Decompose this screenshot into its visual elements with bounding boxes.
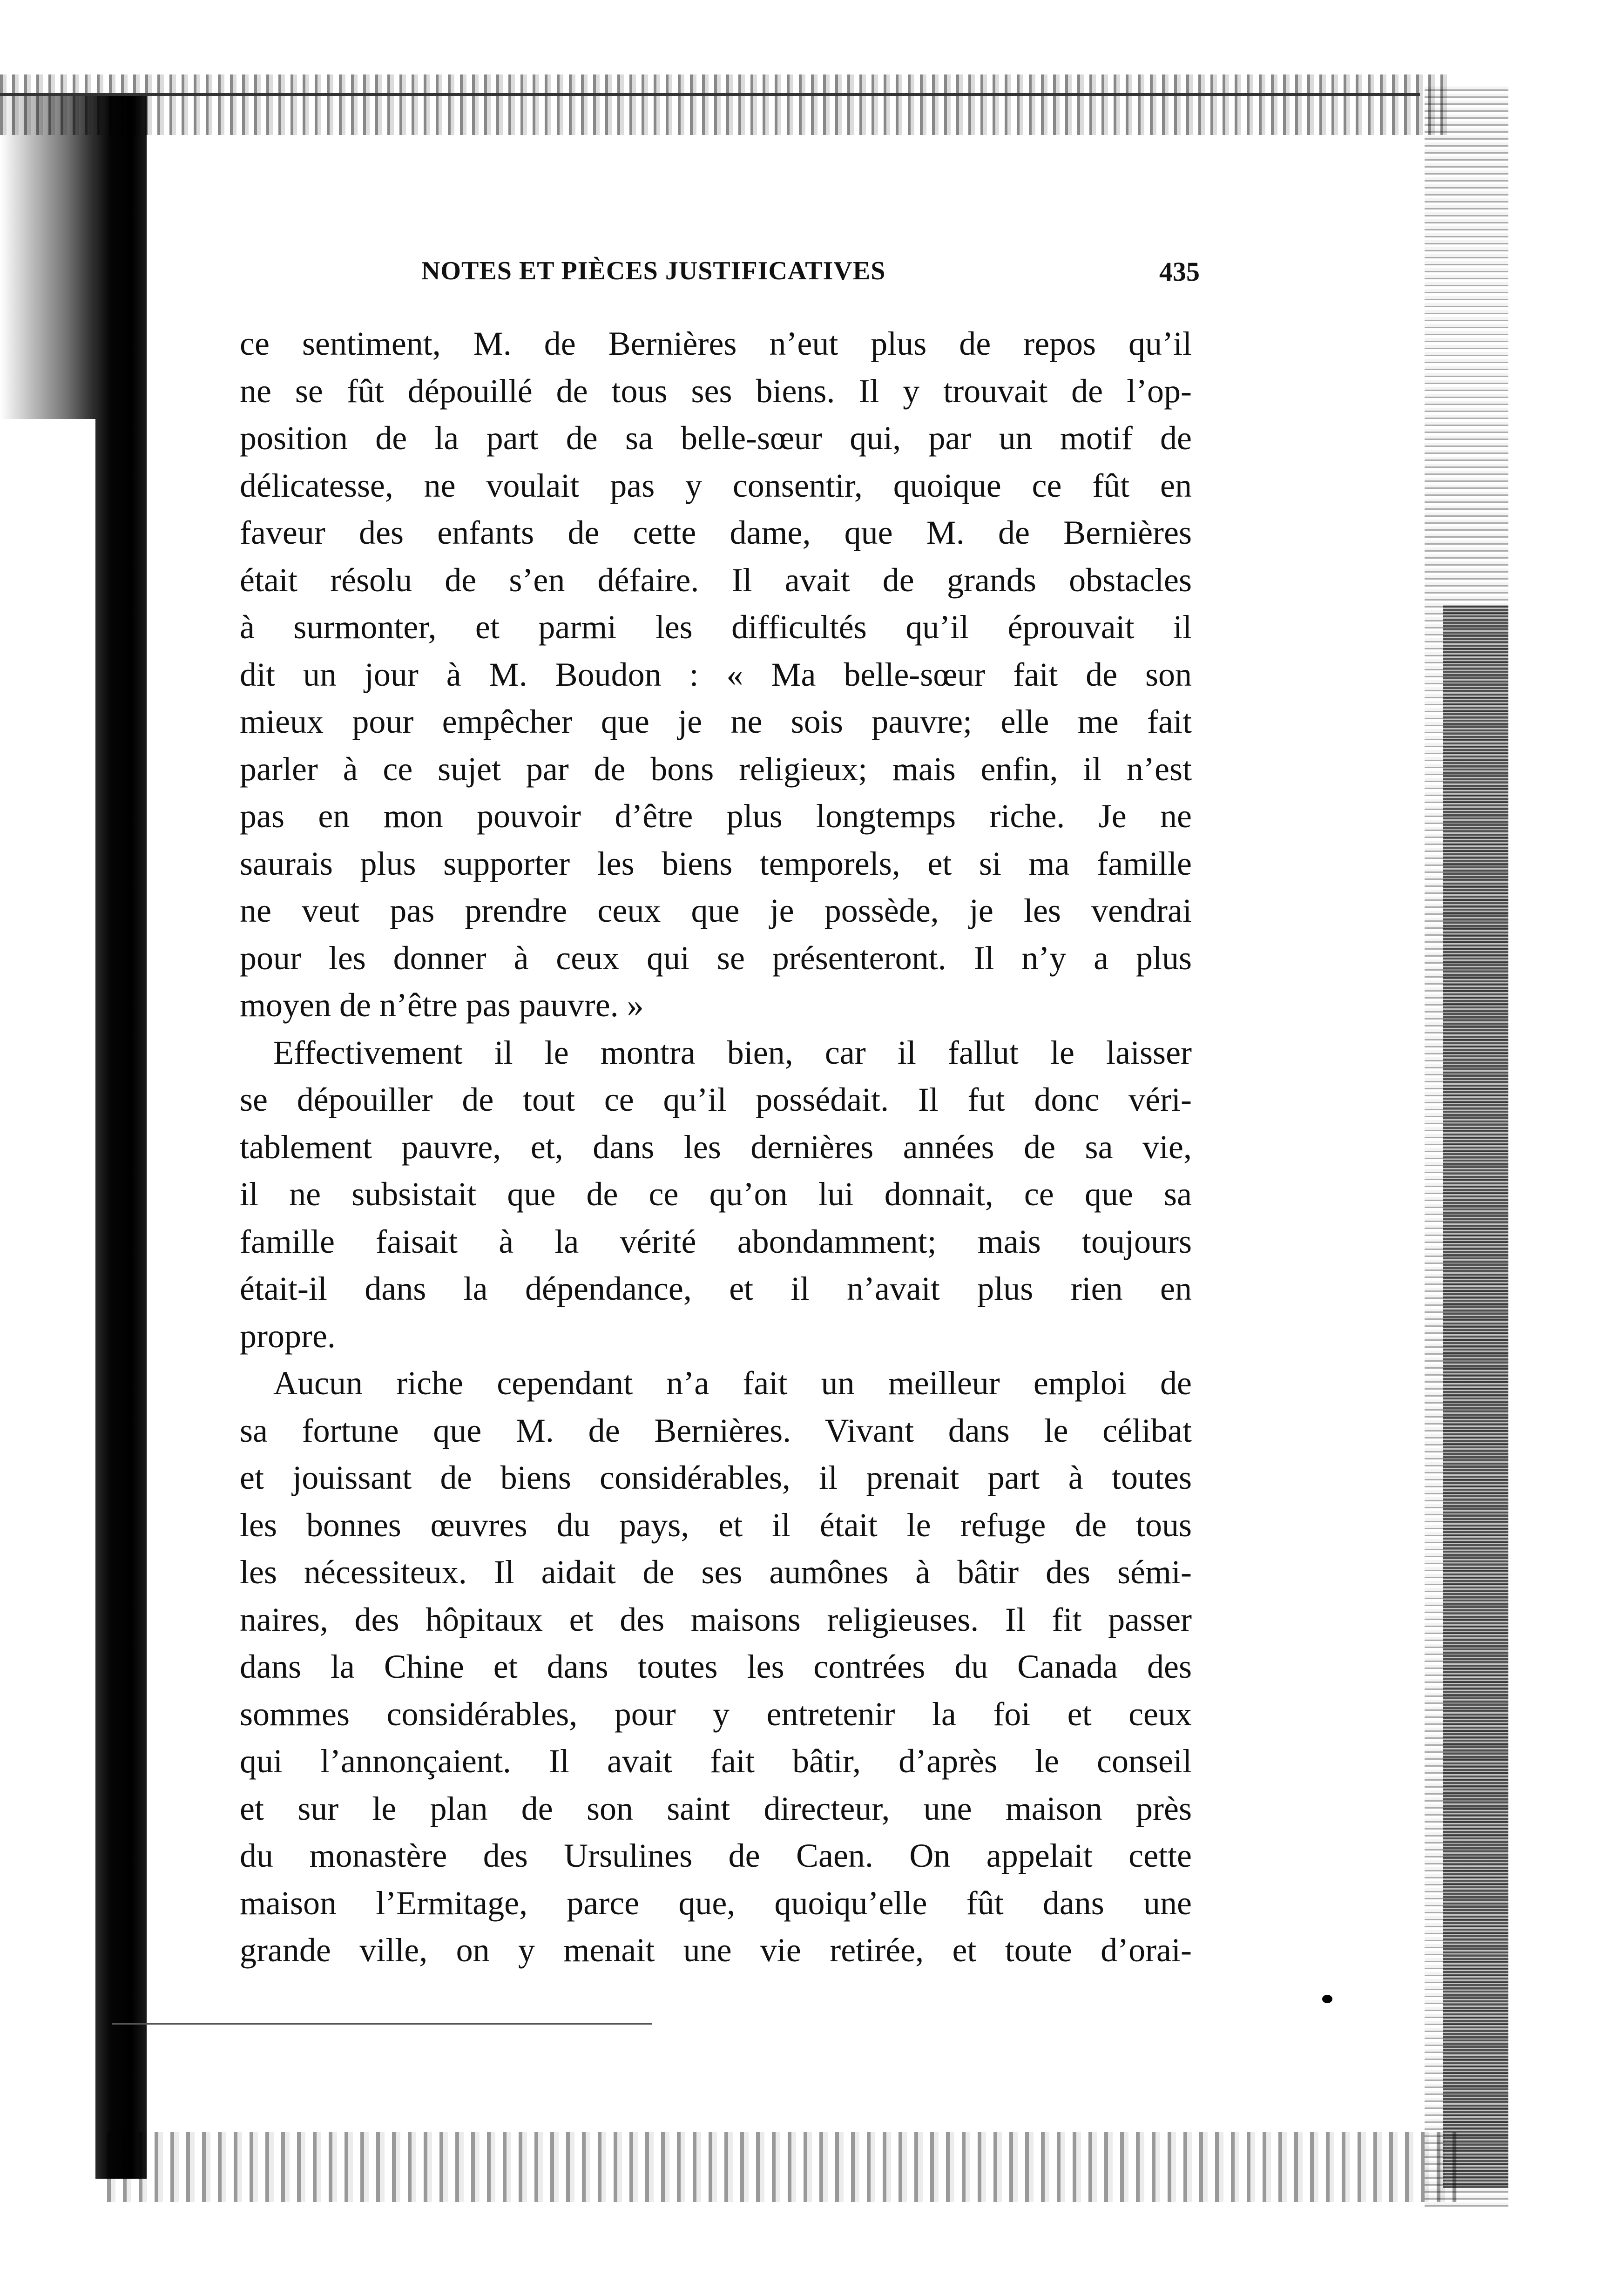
text-line: et jouissant de biens considérables, il prenait part à toutes — [240, 1459, 1192, 1496]
text-line: du monastère des Ursulines de Caen. On appelait cette — [240, 1837, 1192, 1874]
running-header — [0, 256, 1608, 293]
text-line: pour les donner à ceux qui se présenteront. Il n’y a plus — [240, 939, 1192, 977]
paragraph-end-line: propre. — [240, 1317, 336, 1355]
text-line: les bonnes œuvres du pays, et il était le refuge de tous — [240, 1506, 1192, 1544]
paragraph-end-line: moyen de n’être pas pauvre. » — [240, 986, 644, 1024]
text-line: et sur le plan de son saint directeur, une maison près — [240, 1790, 1192, 1827]
text-line: naires, des hôpitaux et des maisons religieuses. Il fit passer — [240, 1600, 1192, 1638]
running-title: NOTES ET PIÈCES JUSTIFICATIVES — [421, 257, 886, 285]
ink-speck — [1322, 1995, 1332, 2003]
text-line: ne se fût dépouillé de tous ses biens. Il y trouvait de l’op- — [240, 372, 1192, 410]
top-scan-edge — [0, 74, 1453, 135]
text-line: pas en mon pouvoir d’être plus longtemps riche. Je ne — [240, 797, 1192, 835]
paragraph-start-line: Effectivement il le montra bien, car il fallut le laisser — [273, 1033, 1192, 1071]
body-text — [240, 320, 1192, 1974]
text-line: sa fortune que M. de Bernières. Vivant dans le célibat — [240, 1411, 1192, 1449]
bottom-scan-rule — [112, 2023, 652, 2025]
text-line: les nécessiteux. Il aidait de ses aumônes à bâtir des sémi- — [240, 1553, 1192, 1591]
text-line: faveur des enfants de cette dame, que M. de Bernières — [240, 514, 1192, 551]
text-line: saurais plus supporter les biens temporels, et si ma famille — [240, 844, 1192, 882]
text-line: grande ville, on y menait une vie retirée, et toute d’orai- — [240, 1931, 1192, 1969]
text-line: était-il dans la dépendance, et il n’avait plus rien en — [240, 1270, 1192, 1307]
page-number: 435 — [1159, 257, 1200, 287]
paragraph-start-line: Aucun riche cependant n’a fait un meilleur emploi de — [273, 1364, 1192, 1402]
text-line: sommes considérables, pour y entretenir la foi et ceux — [240, 1695, 1192, 1733]
text-line: maison l’Ermitage, parce que, quoiqu’elle fût dans une — [240, 1884, 1192, 1922]
text-line: il ne subsistait que de ce qu’on lui donnait, ce que sa — [240, 1175, 1192, 1213]
text-line: parler à ce sujet par de bons religieux; mais enfin, il n’est — [240, 750, 1192, 788]
text-line: mieux pour empêcher que je ne sois pauvre; elle me fait — [240, 703, 1192, 740]
text-line: ce sentiment, M. de Bernières n’eut plus de repos qu’il — [240, 325, 1192, 362]
bottom-scan-edge — [107, 2132, 1457, 2202]
text-line: à surmonter, et parmi les difficultés qu’il éprouvait il — [240, 608, 1192, 646]
top-scan-rule — [0, 93, 1420, 96]
text-line: tablement pauvre, et, dans les dernières années de sa vie, — [240, 1128, 1192, 1166]
text-line: qui l’annonçaient. Il avait fait bâtir, d’après le conseil — [240, 1742, 1192, 1780]
text-line: se dépouiller de tout ce qu’il possédait. Il fut donc véri- — [240, 1081, 1192, 1118]
right-scan-edge-dense — [1443, 605, 1508, 2188]
text-line: dans la Chine et dans toutes les contrées du Canada des — [240, 1648, 1192, 1685]
text-line: ne veut pas prendre ceux que je possède, je les vendrai — [240, 892, 1192, 929]
text-line: délicatesse, ne voulait pas y consentir, quoique ce fût en — [240, 466, 1192, 504]
binding-shadow — [95, 93, 147, 2179]
text-line: était résolu de s’en défaire. Il avait de grands obstacles — [240, 561, 1192, 599]
text-line: famille faisait à la vérité abondamment; mais toujours — [240, 1222, 1192, 1260]
text-line: dit un jour à M. Boudon : « Ma belle-sœur fait de son — [240, 655, 1192, 693]
text-line: position de la part de sa belle-sœur qui, par un motif de — [240, 419, 1192, 457]
